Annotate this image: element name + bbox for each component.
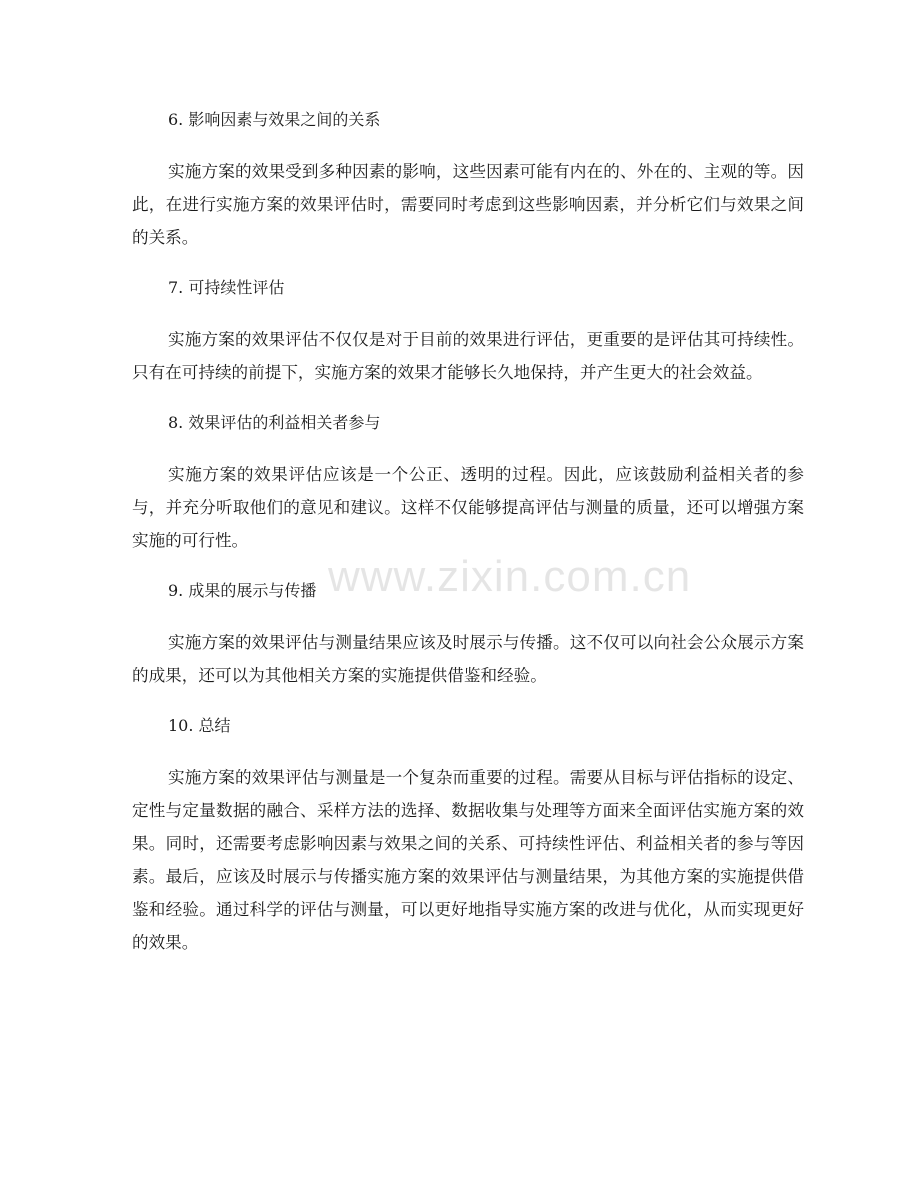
section-dissemination xyxy=(132,573,804,692)
section-paragraph: 实施方案的效果评估与测量结果应该及时展示与传播。这不仅可以向社会公众展示方案的成果，还可以为其他相关方案的实施提供借鉴和经验。 xyxy=(132,633,804,685)
section-paragraph: 实施方案的效果评估应该是一个公正、透明的过程。因此，应该鼓励利益相关者的参与，并充分听取他们的意见和建议。这样不仅能够提高评估与测量的质量，还可以增强方案实施的可行性。 xyxy=(132,465,804,550)
section-summary xyxy=(132,708,804,959)
section-paragraph: 实施方案的效果评估与测量是一个复杂而重要的过程。需要从目标与评估指标的设定、定性与定量数据的融合、采样方法的选择、数据收集与处理等方面来全面评估实施方案的效果。同时，还需要考虑影响因素与效果之间的关系、可持续性评估、利益相关者的参与等因素。最后，应该及时展示与传播实施方案的效果评估与测量结果，为其他方案的实施提供借鉴和经验。通过科学的评估与测量，可以更好地指导实施方案的改进与优化，从而实现更好的效果。 xyxy=(132,768,804,952)
section-sustainability xyxy=(132,270,804,389)
section-influence-factors xyxy=(132,102,804,254)
watermark: www.zixin.com.cn xyxy=(328,552,692,601)
section-stakeholders xyxy=(132,405,804,557)
document-body xyxy=(132,102,804,959)
section-heading: 6. 影响因素与效果之间的关系 xyxy=(168,110,381,129)
section-heading: 9. 成果的展示与传播 xyxy=(168,581,317,600)
section-paragraph: 实施方案的效果受到多种因素的影响，这些因素可能有内在的、外在的、主观的等。因此，在进行实施方案的效果评估时，需要同时考虑到这些影响因素，并分析它们与效果之间的关系。 xyxy=(132,162,804,247)
section-paragraph: 实施方案的效果评估不仅仅是对于目前的效果进行评估，更重要的是评估其可持续性。只有在可持续的前提下，实施方案的效果才能够长久地保持，并产生更大的社会效益。 xyxy=(132,330,804,382)
section-heading: 10. 总结 xyxy=(168,716,231,735)
section-heading: 8. 效果评估的利益相关者参与 xyxy=(168,413,381,432)
section-heading: 7. 可持续性评估 xyxy=(168,278,285,297)
